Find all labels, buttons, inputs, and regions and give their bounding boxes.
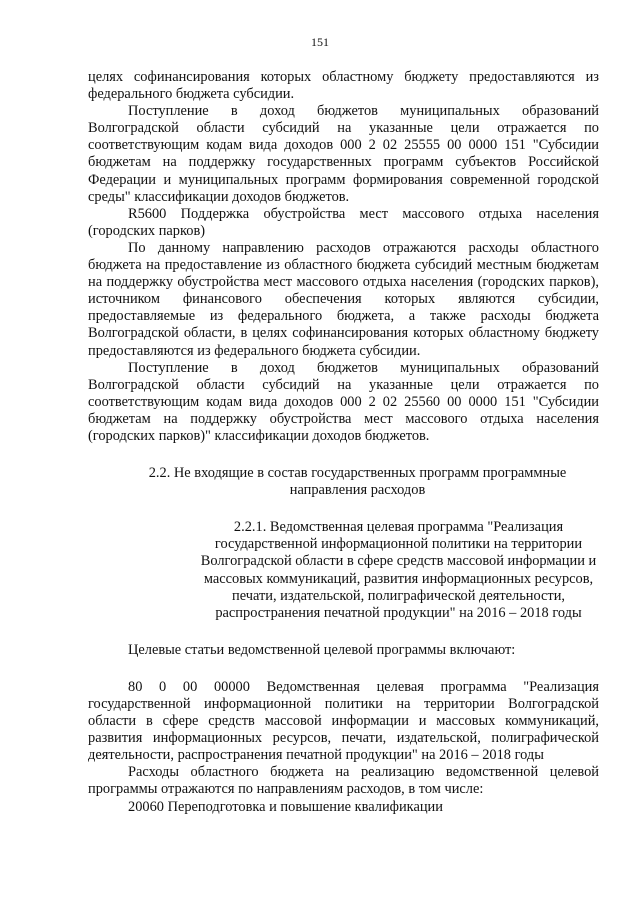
- document-body: [88, 69, 599, 816]
- paragraph-target-items: Целевые статьи ведомственной целевой программы включают:: [128, 641, 516, 658]
- paragraph-revenue-1: Поступление в доход бюджетов муниципальных образований Волгоградской области субсидий на указанные цели отражается по соответствующим кодам вида доходов 000 2 02 25555 00 0000 151 "Субсидии бюджетам на поддержку государственных программ субъектов Российской Федерации и муниципальных программ формирования современной городской среды" классификации доходов бюджетов.: [88, 103, 599, 205]
- paragraph-code-80: 80 0 00 00000 Ведомственная целевая программа "Реализация государственной информационной политики на территории Волгоградской области в сфере средств массовой информации и массовых коммуникаций, развития информационных ресурсов, печати, издательской, полиграфической деятельности, распространения печатной продукции" на 2016 – 2018 годы: [88, 678, 599, 764]
- subsection-heading-2-2-1: 2.2.1. Ведомственная целевая программа "Реализация государственной информационной политики на территории Волгоградской области в сфере средств массовой информации и массовых коммуникаций, развития информационных ресурсов, печати, издательской, полиграфической деятельности, распространения печатной продукции" на 2016 – 2018 годы: [200, 519, 597, 621]
- paragraph-code-20060: 20060 Переподготовка и повышение квалификации: [128, 798, 443, 815]
- paragraph-continuation: целях софинансирования которых областному бюджету предоставляются из федерального бюджета субсидии.: [88, 69, 599, 103]
- paragraph-revenue-2: Поступление в доход бюджетов муниципальных образований Волгоградской области субсидий на указанные цели отражается по соответствующим кодам вида доходов 000 2 02 25560 00 0000 151 "Субсидии бюджетам на поддержку обустройства мест массового отдыха населения (городских парков)" классификации доходов бюджетов.: [88, 359, 599, 444]
- page-number: 151: [311, 35, 329, 49]
- paragraph-code-r5600: R5600 Поддержка обустройства мест массового отдыха населения (городских парков): [88, 205, 599, 239]
- paragraph-expenses: По данному направлению расходов отражаются расходы областного бюджета на предоставление из областного бюджета субсидий местным бюджетам на поддержку обустройства мест массового отдыха населения (городских парков), источником финансового обеспечения которых являются субсидии, предоставляемые из федерального бюджета, а также расходы бюджета Волгоградской области, в целях софинансирования которых областному бюджету предоставляются из федерального бюджета субсидии.: [88, 239, 599, 359]
- section-heading-2-2: 2.2. Не входящие в состав государственных программ программные направления расходов: [148, 465, 567, 499]
- paragraph-program-expenses: Расходы областного бюджета на реализацию ведомственной целевой программы отражаются по направлениям расходов, в том числе:: [88, 764, 599, 798]
